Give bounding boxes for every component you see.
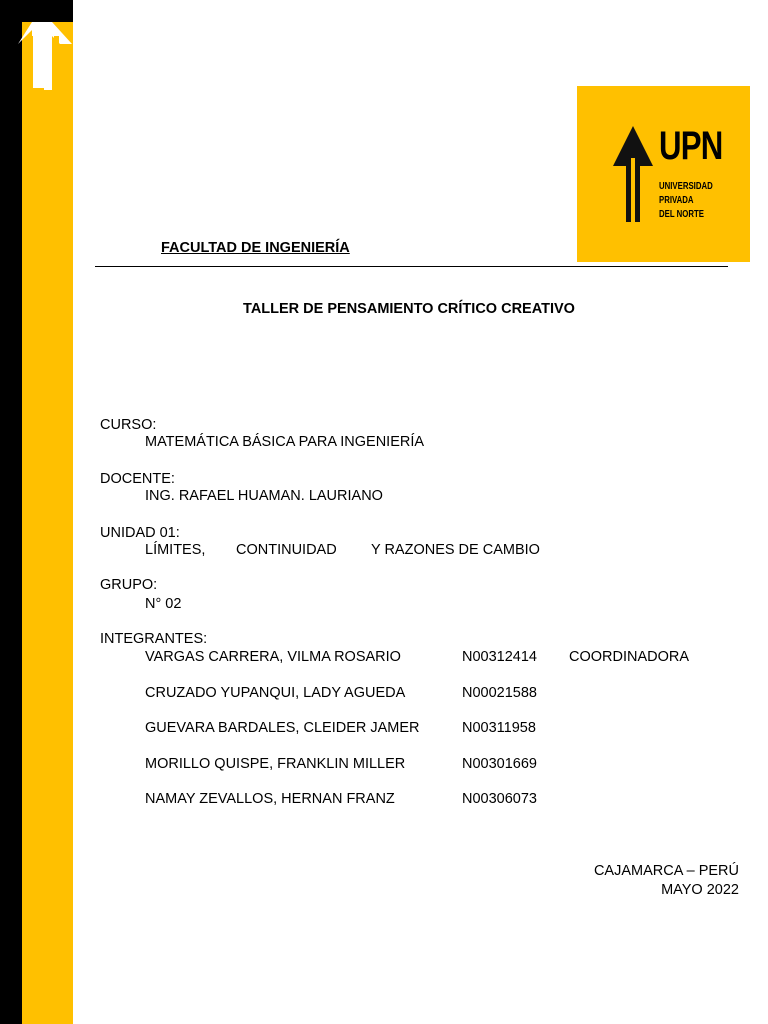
- teacher-value: ING. RAFAEL HUAMAN. LAURIANO: [145, 488, 383, 504]
- group-value: N° 02: [145, 596, 182, 612]
- member-code: N00311958: [462, 720, 536, 736]
- upn-subtitle-line: UNIVERSIDAD: [659, 181, 713, 192]
- top-black-block: [22, 0, 73, 22]
- course-label: CURSO:: [100, 417, 157, 433]
- member-code: N00312414: [462, 649, 537, 665]
- teacher-label: DOCENTE:: [100, 471, 175, 487]
- upn-name: UPN: [659, 124, 723, 168]
- side-arrow-logo-icon: [14, 22, 74, 92]
- member-name: NAMAY ZEVALLOS, HERNAN FRANZ: [145, 791, 395, 807]
- members-label: INTEGRANTES:: [100, 631, 208, 647]
- member-role: COORDINADORA: [569, 649, 690, 665]
- course-value: MATEMÁTICA BÁSICA PARA INGENIERÍA: [145, 434, 425, 450]
- member-name: VARGAS CARRERA, VILMA ROSARIO: [145, 649, 401, 665]
- unit-value-part: LÍMITES,: [145, 542, 206, 558]
- unit-label: UNIDAD 01:: [100, 525, 180, 541]
- header-divider: [95, 266, 728, 267]
- member-code: N00021588: [462, 685, 537, 701]
- upn-logo: [577, 86, 750, 262]
- footer-date: MAYO 2022: [661, 882, 739, 898]
- upn-subtitle-line: PRIVADA: [659, 195, 694, 206]
- member-code: N00301669: [462, 756, 537, 772]
- upn-arrow-logo-icon: [577, 86, 750, 262]
- group-label: GRUPO:: [100, 577, 158, 593]
- upn-subtitle: [659, 180, 713, 222]
- faculty-heading: FACULTAD DE INGENIERÍA: [161, 240, 350, 256]
- left-yellow-bar: [22, 0, 73, 1024]
- member-name: MORILLO QUISPE, FRANKLIN MILLER: [145, 756, 406, 772]
- footer-city: CAJAMARCA – PERÚ: [593, 863, 739, 879]
- upn-subtitle-line: DEL NORTE: [659, 209, 704, 220]
- unit-value-part: CONTINUIDAD: [236, 542, 337, 558]
- unit-value-part: Y RAZONES DE CAMBIO: [371, 542, 540, 558]
- member-name: CRUZADO YUPANQUI, LADY AGUEDA: [145, 685, 406, 701]
- left-black-strip: [0, 0, 22, 1024]
- member-code: N00306073: [462, 791, 537, 807]
- document-title: TALLER DE PENSAMIENTO CRÍTICO CREATIVO: [243, 301, 575, 317]
- member-name: GUEVARA BARDALES, CLEIDER JAMER: [145, 720, 420, 736]
